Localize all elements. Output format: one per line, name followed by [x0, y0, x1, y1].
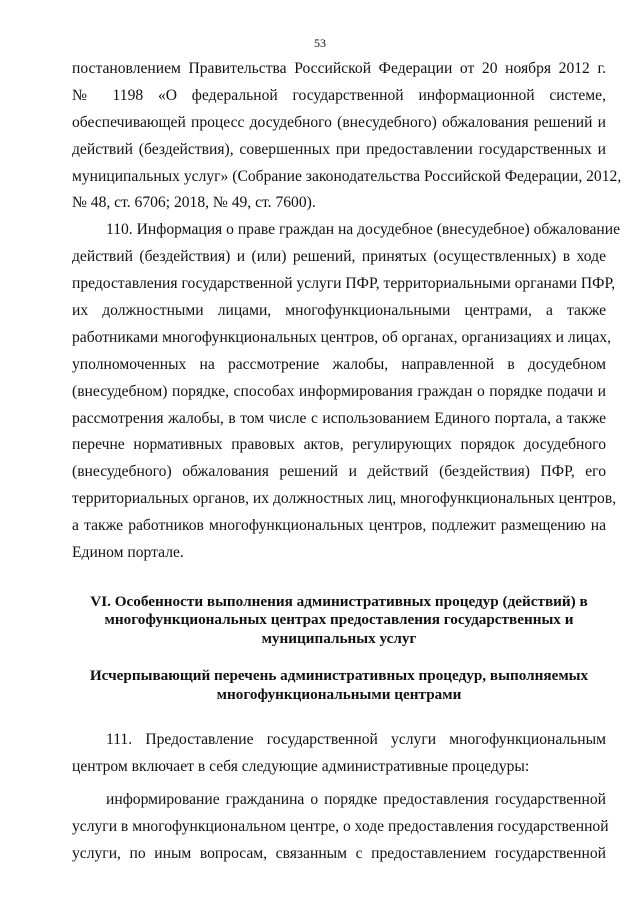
text-line: № 48, ст. 6706; 2018, № 49, ст. 7600). — [72, 194, 316, 212]
text-line: предоставления государственной услуги ПФР, территориальными органами ПФР, — [72, 275, 616, 293]
paragraph-informing — [72, 787, 609, 868]
text-line: (внесудебном) порядке, способах информирования граждан о порядке подачи и — [72, 382, 606, 400]
text-line: Едином портале. — [72, 544, 184, 562]
text-line: обеспечивающей процесс досудебного (внесудебного) обжалования решений и — [72, 113, 606, 131]
text-line: 110. Информация о праве граждан на досудебное (внесудебное) обжалование — [106, 221, 621, 239]
heading-line: VI. Особенности выполнения административных процедур (действий) в — [90, 592, 588, 610]
paragraph-110 — [72, 217, 621, 567]
text-line: (внесудебного) обжалования решений и действий (бездействия) ПФР, его — [72, 463, 606, 481]
text-line: центром включает в себя следующие административные процедуры: — [72, 758, 530, 776]
text-line: № 1198 «О федеральной государственной информационной системе, — [72, 86, 606, 104]
heading-line: многофункциональных центрах предоставления государственных и — [104, 611, 574, 629]
heading-line: многофункциональными центрами — [216, 685, 462, 703]
text-line: а также работников многофункциональных центров, подлежит размещению на — [72, 517, 606, 535]
page-content — [72, 56, 622, 868]
text-line: их должностными лицами, многофункциональными центрами, а также — [72, 302, 606, 320]
text-line: действий (бездействия), совершенных при предоставлении государственных и — [72, 140, 606, 158]
text-line: муниципальных услуг» (Собрание законодательства Российской Федерации, 2012, — [72, 167, 622, 185]
subsection-heading — [72, 667, 606, 704]
heading-line: муниципальных услуг — [261, 629, 417, 647]
text-line: услуги, по иным вопросам, связанным с предоставлением государственной — [72, 844, 606, 862]
text-line: работниками многофункциональных центров, об органах, организациях и лицах, — [72, 328, 612, 346]
page-number: 53 — [314, 36, 326, 50]
text-line: услуги в многофункциональном центре, о ходе предоставления государственной — [72, 818, 609, 836]
text-line: территориальных органов, их должностных лиц, многофункциональных центров, — [72, 490, 617, 508]
text-line: информирование гражданина о порядке предоставления государственной — [106, 791, 606, 809]
section-heading — [72, 593, 606, 649]
text-line: рассмотрения жалобы, в том числе с использованием Единого портала, а также — [72, 409, 606, 427]
text-line: постановлением Правительства Российской Федерации от 20 ноября 2012 г. — [72, 60, 606, 77]
text-line: действий (бездействия) и (или) решений, принятых (осуществленных) в ходе — [72, 248, 606, 266]
paragraph-continuation — [72, 56, 622, 217]
text-line: 111. Предоставление государственной услуги многофункциональным — [106, 731, 606, 749]
paragraph-111 — [72, 727, 606, 781]
text-line: перечне нормативных правовых актов, регулирующих порядок досудебного — [72, 436, 606, 454]
heading-line: Исчерпывающий перечень административных процедур, выполняемых — [89, 667, 589, 685]
text-line: уполномоченных на рассмотрение жалобы, направленной в досудебном — [72, 355, 606, 373]
